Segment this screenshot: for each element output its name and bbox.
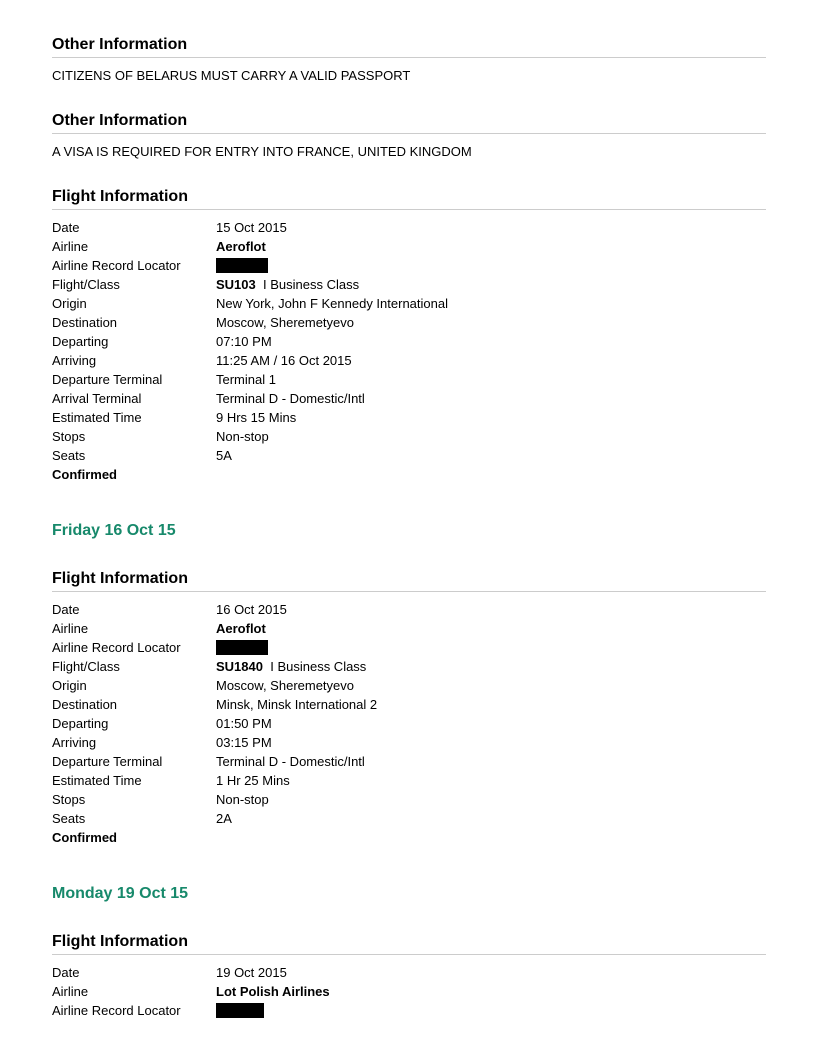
redacted-record-locator (216, 1003, 264, 1018)
detail-row-seats (52, 809, 766, 828)
info-text: A VISA IS REQUIRED FOR ENTRY INTO FRANCE, UNITED KINGDOM (52, 144, 472, 159)
detail-row-destination (52, 695, 766, 714)
detail-row-record-locator (52, 1001, 766, 1020)
date-value: 19 Oct 2015 (216, 965, 287, 980)
detail-row-departing (52, 714, 766, 733)
cabin-class: I Business Class (270, 659, 367, 674)
departing-value: 07:10 PM (216, 334, 272, 349)
detail-row-date (52, 218, 766, 237)
cabin-class: I Business Class (262, 277, 360, 292)
destination-value: Moscow, Sheremetyevo (216, 315, 355, 330)
seats-value: 5A (216, 448, 232, 463)
section-title: Flight Information (52, 570, 766, 592)
row-label: Estimated Time (52, 773, 142, 788)
section-title: Other Information (52, 112, 766, 134)
detail-row-date (52, 600, 766, 619)
detail-row-flight-class (52, 657, 766, 676)
departure-terminal-value: Terminal 1 (216, 372, 276, 387)
stops-value: Non-stop (216, 429, 269, 444)
other-info-section (52, 36, 766, 84)
detail-row-record-locator (52, 638, 766, 657)
detail-row-seats (52, 446, 766, 465)
detail-row-stops (52, 790, 766, 809)
airline-value: Aeroflot (216, 621, 266, 636)
detail-row-arriving (52, 733, 766, 752)
detail-row-date (52, 963, 766, 982)
stops-value: Non-stop (216, 792, 269, 807)
row-label: Airline Record Locator (52, 258, 181, 273)
origin-value: Moscow, Sheremetyevo (216, 678, 355, 693)
detail-row-estimated-time (52, 408, 766, 427)
detail-row-arrival-terminal (52, 389, 766, 408)
date-value: 16 Oct 2015 (216, 602, 287, 617)
row-label: Stops (52, 792, 86, 807)
flight-number: SU1840 (216, 659, 263, 674)
detail-row-departure-terminal (52, 752, 766, 771)
redacted-record-locator (216, 640, 268, 655)
flight-details (52, 218, 766, 484)
status-confirmed: Confirmed (52, 830, 117, 845)
row-label: Departing (52, 334, 109, 349)
row-label: Destination (52, 697, 118, 712)
detail-row-arriving (52, 351, 766, 370)
row-label: Airline Record Locator (52, 640, 181, 655)
row-label: Date (52, 220, 80, 235)
row-label: Destination (52, 315, 118, 330)
detail-row-flight-class (52, 275, 766, 294)
row-label: Estimated Time (52, 410, 142, 425)
estimated-time-value: 9 Hrs 15 Mins (216, 410, 297, 425)
departing-value: 01:50 PM (216, 716, 272, 731)
row-label: Origin (52, 678, 87, 693)
detail-row-record-locator (52, 256, 766, 275)
row-label: Airline (52, 239, 89, 254)
day-heading: Friday 16 Oct 15 (52, 522, 176, 539)
status-confirmed: Confirmed (52, 467, 117, 482)
row-label: Seats (52, 811, 86, 826)
info-text: CITIZENS OF BELARUS MUST CARRY A VALID PASSPORT (52, 68, 411, 83)
flight-number: SU103 (216, 277, 256, 292)
row-label: Departing (52, 716, 109, 731)
detail-row-airline (52, 619, 766, 638)
date-value: 15 Oct 2015 (216, 220, 287, 235)
arrival-terminal-value: Terminal D - Domestic/Intl (216, 391, 365, 406)
detail-row-origin (52, 294, 766, 313)
airline-value: Aeroflot (216, 239, 266, 254)
row-label: Arrival Terminal (52, 391, 142, 406)
other-info-section (52, 112, 766, 160)
origin-value: New York, John F Kennedy International (216, 296, 448, 311)
detail-row-departing (52, 332, 766, 351)
row-label: Airline (52, 621, 89, 636)
row-label: Date (52, 602, 80, 617)
redacted-record-locator (216, 258, 268, 273)
row-label: Airline (52, 984, 89, 999)
arriving-value: 03:15 PM (216, 735, 272, 750)
row-label: Flight/Class (52, 277, 120, 292)
section-title: Other Information (52, 36, 766, 58)
section-title: Flight Information (52, 188, 766, 210)
destination-value: Minsk, Minsk International 2 (216, 697, 378, 712)
arriving-value: 11:25 AM / 16 Oct 2015 (216, 353, 352, 368)
detail-row-airline (52, 982, 766, 1001)
detail-row-departure-terminal (52, 370, 766, 389)
seats-value: 2A (216, 811, 232, 826)
row-label: Flight/Class (52, 659, 120, 674)
row-label: Origin (52, 296, 87, 311)
detail-row-stops (52, 427, 766, 446)
flight-info-section (52, 188, 766, 484)
flight-details (52, 963, 766, 1020)
flight-details (52, 600, 766, 847)
row-label: Departure Terminal (52, 754, 163, 769)
estimated-time-value: 1 Hr 25 Mins (216, 773, 290, 788)
departure-terminal-value: Terminal D - Domestic/Intl (216, 754, 365, 769)
row-label: Date (52, 965, 80, 980)
row-label: Arriving (52, 735, 97, 750)
airline-value: Lot Polish Airlines (216, 984, 330, 999)
row-label: Seats (52, 448, 86, 463)
detail-row-destination (52, 313, 766, 332)
row-label: Arriving (52, 353, 97, 368)
row-label: Departure Terminal (52, 372, 163, 387)
row-label: Airline Record Locator (52, 1003, 181, 1018)
day-heading: Monday 19 Oct 15 (52, 885, 189, 902)
section-title: Flight Information (52, 933, 766, 955)
detail-row-origin (52, 676, 766, 695)
row-label: Stops (52, 429, 86, 444)
flight-info-section (52, 570, 766, 847)
detail-row-airline (52, 237, 766, 256)
flight-info-section (52, 933, 766, 1020)
detail-row-estimated-time (52, 771, 766, 790)
